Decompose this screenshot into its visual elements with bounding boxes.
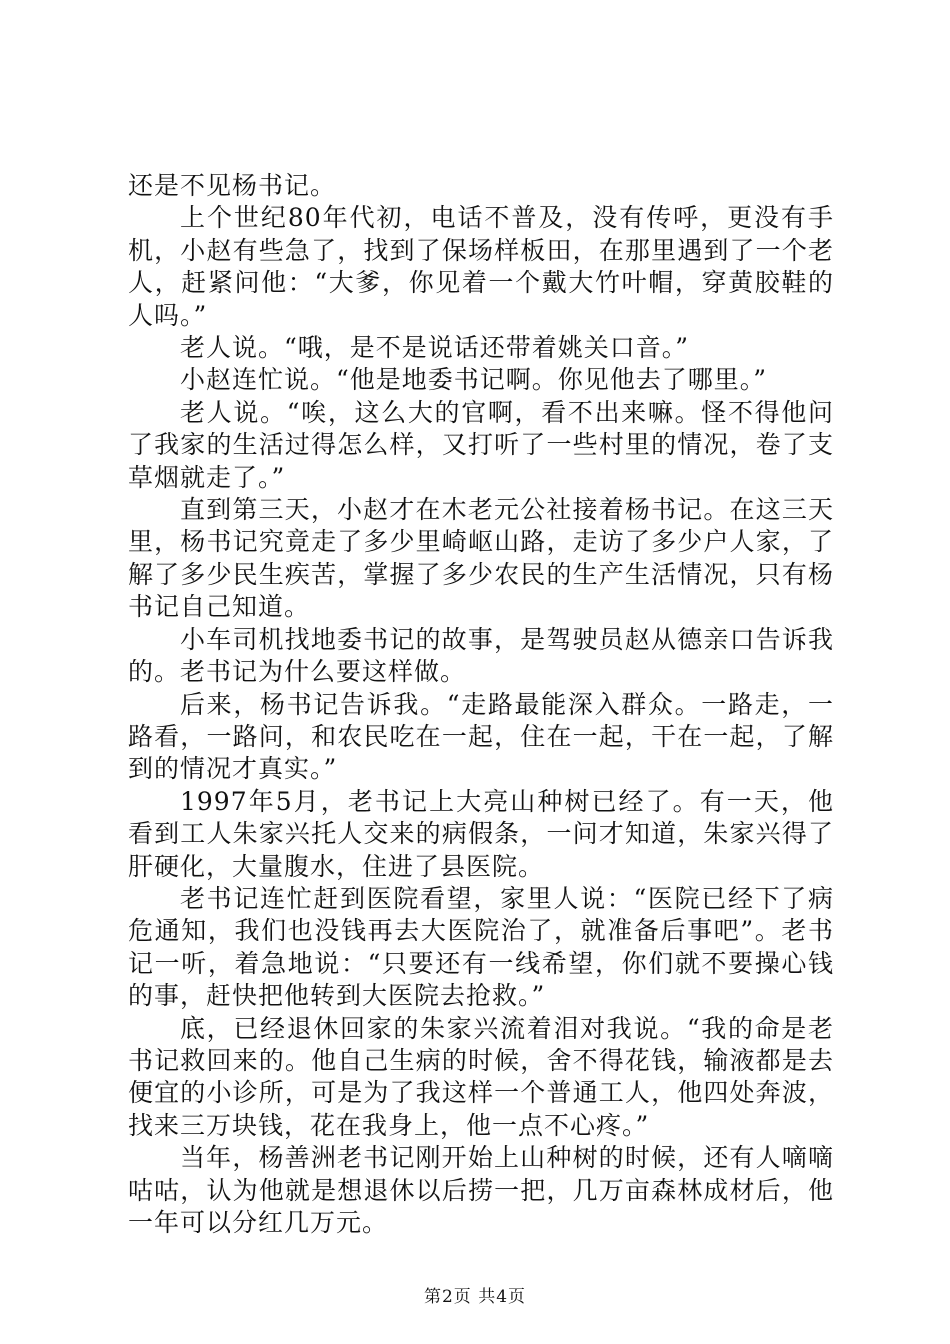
paragraph: 直到第三天，小赵才在木老元公社接着杨书记。在这三天里，杨书记究竟走了多少里崎岖山路，走访了多少户人家，了解了多少民生疾苦，掌握了多少农民的生产生活情况，只有杨书记自己知道。 — [128, 495, 834, 622]
paragraph: 1997年5月，老书记上大亮山种树已经了。有一天，他看到工人朱家兴托人交来的病假条，一问才知道，朱家兴得了肝硬化，大量腹水，住进了县医院。 — [128, 786, 834, 881]
paragraph: 老人说。“唉，这么大的官啊，看不出来嘛。怪不得他问了我家的生活过得怎么样，又打听了一些村里的情况，卷了支草烟就走了。” — [128, 397, 834, 492]
paragraph: 小赵连忙说。“他是地委书记啊。你见他去了哪里。” — [180, 365, 768, 395]
paragraph: 小车司机找地委书记的故事，是驾驶员赵从德亲口告诉我的。老书记为什么要这样做。 — [128, 624, 834, 687]
document-body — [128, 170, 834, 1239]
paragraph: 当年，杨善洲老书记刚开始上山种树的时候，还有人嘀嘀咕咕，认为他就是想退休以后捞一把，几万亩森林成材后，他一年可以分红几万元。 — [128, 1143, 834, 1237]
paragraph: 老书记连忙赶到医院看望，家里人说：“医院已经下了病危通知，我们也没钱再去大医院治了，就准备后事吧”。老书记一听，着急地说：“只要还有一线希望，你们就不要操心钱的事，赶快把他转到大医院去抢救。” — [128, 883, 834, 1011]
paragraph: 老人说。“哦，是不是说话还带着姚关口音。” — [180, 333, 690, 363]
page-number: 第2页 共4页 — [423, 1287, 527, 1307]
paragraph: 还是不见杨书记。 — [128, 171, 337, 200]
paragraph: 后来，杨书记告诉我。“走路最能深入群众。一路走，一路看，一路问，和农民吃在一起，住在一起，干在一起，了解到的情况才真实。” — [128, 689, 834, 784]
paragraph: 上个世纪80年代初，电话不普及，没有传呼，更没有手机，小赵有些急了，找到了保场样板田，在那里遇到了一个老人，赶紧问他：“大爹，你见着一个戴大竹叶帽，穿黄胶鞋的人吗。” — [128, 203, 834, 330]
paragraph: 底，已经退休回家的朱家兴流着泪对我说。“我的命是老书记救回来的。他自己生病的时候，舍不得花钱，输液都是去便宜的小诊所，可是为了我这样一个普通工人，他四处奔波，找来三万块钱，花在我身上，他一点不心疼。” — [128, 1013, 834, 1140]
